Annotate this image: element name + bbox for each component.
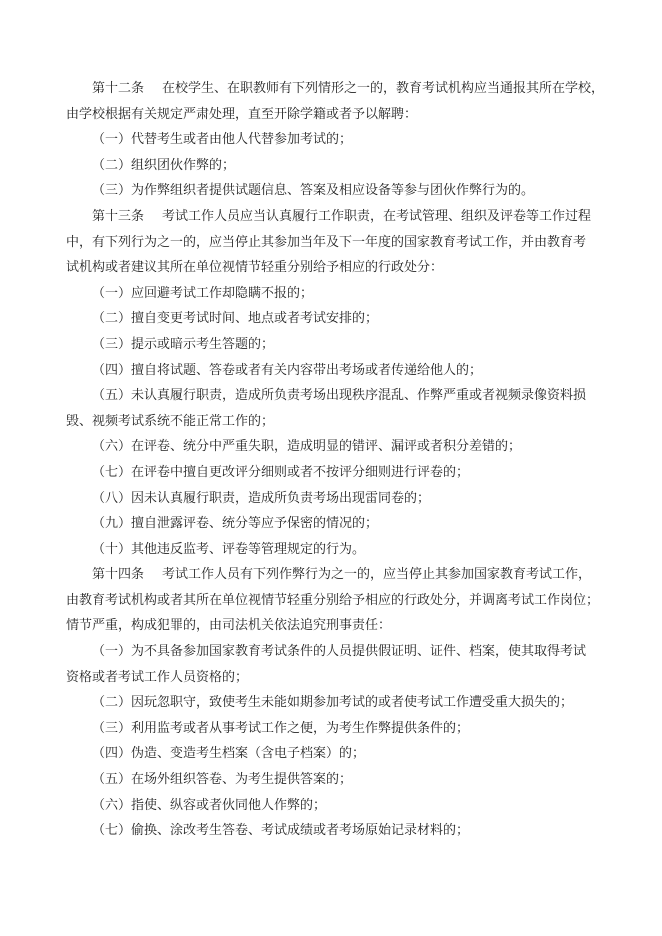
article-14-item-3: （三）利用监考或者从事考试工作之便，为考生作弊提供条件的； [92, 720, 470, 736]
article-13-paragraph [66, 204, 600, 230]
article-14-item-2: （二）因玩忽职守，致使考生未能如期参加考试的或者使考试工作遭受重大损失的； [92, 695, 574, 711]
article-14-item-1-line-2: 资格或者考试工作人员资格的； [66, 669, 249, 685]
article-14-item-4: （四）伪造、变造考生档案（含电子档案）的； [92, 746, 366, 762]
article-12-line-1: 在校学生、在职教师有下列情形之一的，教育考试机构应当通报其所在学校， [162, 81, 605, 96]
article-14-paragraph [66, 562, 600, 588]
article-13-item-9: （九）擅自泄露评卷、统分等应予保密的情况的； [92, 516, 379, 532]
article-13-item-5-line-1: （五）未认真履行职责，造成所负责考场出现秩序混乱、作弊严重或者视频录像资料损 [92, 388, 587, 404]
article-13-item-10: （十）其他违反监考、评卷等管理规定的行为。 [92, 541, 366, 557]
article-13-item-3: （三）提示或暗示考生答题的； [92, 336, 275, 352]
article-13-item-1: （一）应回避考试工作却隐瞒不报的； [92, 285, 314, 301]
article-12-number: 第十二条 [92, 81, 145, 96]
article-14-item-1-line-1: （一）为不具备参加国家教育考试条件的人员提供假证明、证件、档案，使其取得考试 [92, 644, 587, 660]
article-13-item-2: （二）擅自变更考试时间、地点或者考试安排的； [92, 311, 379, 327]
article-13-item-4: （四）擅自将试题、答卷或者有关内容带出考场或者传递给他人的； [92, 362, 483, 378]
article-14-item-5: （五）在场外组织答卷、为考生提供答案的； [92, 772, 353, 788]
article-12-item-1: （一）代替考生或者由他人代替参加考试的； [92, 132, 353, 148]
article-14-line-3: 情节严重，构成犯罪的，由司法机关依法追究刑事责任： [66, 618, 392, 634]
article-13-item-8: （八）因未认真履行职责，造成所负责考场出现雷同卷的； [92, 490, 431, 506]
article-12-item-3: （三）为作弊组织者提供试题信息、答案及相应设备等参与团伙作弊行为的。 [92, 183, 535, 199]
article-12-paragraph [66, 76, 605, 102]
article-13-number: 第十三条 [92, 208, 145, 224]
article-13-item-5-line-2: 毁、视频考试系统不能正常工作的； [66, 413, 275, 429]
article-14-item-7: （七）偷换、涂改考生答卷、考试成绩或者考场原始记录材料的； [92, 823, 470, 839]
document-body [66, 76, 605, 844]
article-14-number: 第十四条 [92, 567, 145, 583]
article-14-line-1: 考试工作人员有下列作弊行为之一的，应当停止其参加国家教育考试工作， [162, 567, 592, 583]
article-13-item-7: （七）在评卷中擅自更改评分细则或者不按评分细则进行评卷的； [92, 464, 470, 480]
article-13-line-3: 试机构或者建议其所在单位视情节轻重分别给予相应的行政处分： [66, 260, 444, 276]
article-12-item-2: （二）组织团伙作弊的； [92, 157, 236, 173]
article-14-item-6: （六）指使、纵容或者伙同他人作弊的； [92, 797, 327, 813]
article-13-line-1: 考试工作人员应当认真履行工作职责，在考试管理、组织及评卷等工作过程 [162, 208, 592, 224]
article-13-line-2: 中，有下列行为之一的，应当停止其参加当年及下一年度的国家教育考试工作，并由教育考 [66, 234, 587, 250]
article-14-line-2: 由教育考试机构或者其所在单位视情节轻重分别给予相应的行政处分，并调离考试工作岗位； [66, 592, 600, 608]
article-12-line-2: 由学校根据有关规定严肃处理，直至开除学籍或者予以解聘： [66, 106, 418, 122]
article-13-item-6: （六）在评卷、统分中严重失职，造成明显的错评、漏评或者积分差错的； [92, 439, 522, 455]
